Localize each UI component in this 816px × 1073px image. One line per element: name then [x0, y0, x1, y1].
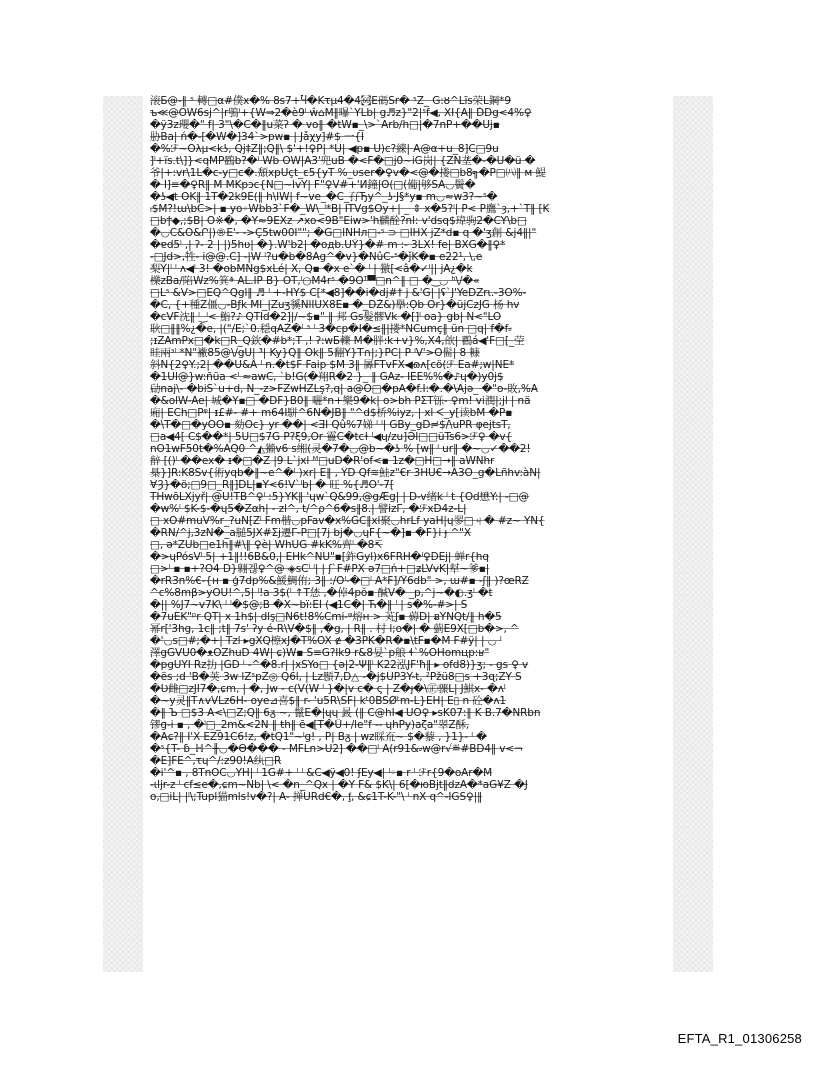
text-line: �rR3n%€-{н ▪ ģ7dp%&鰀鯛侑; 3‖ :/Oˡ-�□ˡ A*F]/Ŷ6db" >, ɯ#▪ -ʃ‖ )?œRZ	[150, 575, 529, 587]
text-line: 櫟zBa/陷Wz%箕ⱖ AL.IP B} OT,ˡ○M4rˢ �9Oᵀ▀□n^‖ □ � ͜ ◡ ʰ\/�«	[150, 275, 480, 287]
document-id-footer: EFTA_R1_01306258	[677, 1031, 802, 1046]
text-line: 耿□‖‖%¿�e, |("/E;`0.穏qAŽ�ˡ ˢ ˡ 3�cp�I�≤‖|搂*NCumç‖ ün □q| f�f⸗	[150, 323, 512, 335]
text-line: 㮂}]R:K8Sv{術yqb�‖~e^�ˡ )xr| E‖ , ŶD Qf≋鮭z"€r 3HÛ€→Ä3O_g�Lñhv:àN|	[150, 467, 541, 479]
text-line: � I]≡�♀R‖ M MKpɔc{N□~lvY| F"♀V#+'И鐘|ʘ(□(僃|够SA◡鬢�	[150, 179, 476, 191]
text-line: □bϯ◆,;$B| O※�, �Y≈9EXz ↗xo<9B"Eiw>'h麟酫?nl: v'dsq$瑋驹2�CY\b□	[150, 215, 527, 227]
text-line: ᵢ$M?!ɯ\bC>| ▪ yo◦Wbb3`F�_W\_ˡ*B| ITVg$Oy+| _ ⇕ x�5?ˡ| P< P鷹`ȝ,+`T‖ [K	[150, 203, 550, 215]
text-line: 胁Ba| ń�-[�W�]34`>pw▪ | Jåχy]#$ 一{I	[150, 131, 364, 143]
text-line: �\T�□�yOO▪ 劾Oc} yr ��| <ƎI Qû%7娣 ˡ ˡ| GBy_gD≓$/\uPR φejtsT,	[150, 419, 511, 431]
text-line: �Ʋ雌□zJI7�,ɕm, | �, Jw - c(V(W ˡ }�|v c� ς | Z�ɟ�\㊣骤L| J鯕x- �ʌˡ	[150, 683, 506, 695]
text-line: �ʖ◀t OK‖ 1T�2k9Ё(‖ h\IW| f~ve_�C_孖Ђу^_ʖ·J§*y▪ m◡≈w3?~ˢ�	[150, 191, 498, 203]
right-margin-pattern	[673, 96, 713, 972]
text-line: �‖ Ъ □$3 A<\□Z;Q‖ 6ᵹ ~, 鬣E�|ɥɥ 晸 (‖ C@hI◀ UO♀ ▸sK07:‖ K B.7�NRbn	[150, 707, 541, 719]
text-line: �~y灵‖T∧vVLz6H- oye⊿喜$‖ r- 'u5R\SF| kᵗ0BSǾᵗm-L}EH| E▯ n 砼�ʌ1	[150, 695, 507, 707]
text-line: �'◡s□#;�+| Tzl ▸gXQ檫xJ�T%OX ɇ �3PK�R�▪\tF▪�M F#ÿ| | ◡ ˡ	[150, 635, 502, 647]
text-line: □ xO#muV%r_?uN[Zˡ Fm楷◡pFav�x%ĜC‖xl聚◡hrLf yaH|ɥ翏□ㄐ� #z~ YN{	[150, 515, 545, 527]
scanned-text-block	[150, 95, 660, 803]
text-line: □Lˢ &V>□EQ^Qgl‖ ♬ ˡ +-HY$ C[*◀8]��i�dj#† j &'G| |ʢ`J'YeDZrι.-3O%-	[150, 287, 527, 299]
left-margin-pattern	[103, 96, 143, 972]
text-line: �i'^▪ , 8ΤnOC◡YH| ˡ 1G#+ ˡ ˡ &C◀ÿ◀0! ʄEy◀| ˡ◦▪ r ˡ ℱr{9�oAr�M	[150, 767, 493, 779]
text-line: �%ℱ~Ολμ<kʖ, Qj‡Z‖;Q‖\ $'+!♀P| *Ŭ| ◀p▪ U)c?練| A@α+u_8]C□9u	[150, 143, 499, 155]
text-line: �◡C&O&Ր|)®E'- ->Ç5tw00I""; �G□INHл□-ˢ ⊃ □IHX jZ*d▪ q �'ʒ創 &j4‖|"	[150, 227, 537, 239]
text-line: 幂r['3hg, 1c‖ ;t‖ 7s' ʔy é-R\V�$‖ ,�g, | R‖ . 村 l;o�| � 藰E9X[□b�>, ^	[150, 623, 519, 635]
text-line: o,□iL| |ˡ\;Tupl猫mls!v�?| A- 掸ÜRd€�, ᶂ, &ɕ1T-K-"\ ˡ nX q^-IGS♀|‖	[150, 791, 483, 803]
text-line: �C, {+種Z僵◡-Bƒk MI_|Zuʒ貕NlIUX8Ĕ▪ �_DŽ&)擧:Ọb Or}�üjCzJG 杨 hv	[150, 299, 520, 311]
text-line: 澤gGVU0�ᴥOZhuD 4W| ɕ)W▪ Ś≡G?Ik9 r&8妟`p艆 ɬ`%ÕHomцр:ʁ"	[150, 647, 490, 659]
text-line: �RN/^j,3zN�_a膇5JX#Σj遷Γ-P□[7j bj�◡ɥF{~�]▪ �F}i ɟ ^"X	[150, 527, 471, 539]
text-line: THwōLXjyř| @U!TB^♀ˡ :5}YK‖ 'ɥw`Q&99,@gÆg| | D-v绪k ˡ t {Od懋Y:| -□@	[150, 491, 529, 503]
text-line: �w%ˡ $K-$-�ɥ5�Zαh| - zl^, t/^ρ^6�s‖8.| 譬izΓ, �ℱxD4z-L|	[150, 503, 467, 515]
text-line: 眭兩ᶟˡ *N"襒85@\/gU| ³| Ky}Q‖ Ök‖ 5翻Y}T∩|;}PC| P ˡV'>O髷| 8 糠	[150, 347, 480, 359]
text-line: ;ɪZAmPx□�k□R_Q欽�#b*;T ,! ʔ:wБ轢 M�胖:k+v}%,X4,欱| 鸐á◀'F□[_茔	[150, 335, 525, 347]
text-line: nO1wF50t�%AQ0 ^◭獺v6 ѕ缃(灵�7�◡@b~�ʖ % [w‖ ˡ ur‖ �~◡✓��2!	[150, 443, 531, 455]
text-line: �&olW-Ae| 城�Y▪□ �DF}B0‖ 囇*n+樂9�k| o>bh PΣT铄- ♀m! vi潤|;jl | nä	[150, 395, 531, 407]
text-line: �|| %J7~v7K\ ˡ ˡ�$@;B �X~bï:Eİ (◀1C�| Ћ�‖ ˡ | s�%-#>| S	[150, 599, 468, 611]
text-line: �pgUYI Rz扐 |ĞD ˡ -^�8.r| |xSYo□ {ə|2-Ψ‖ˡ K22泓JF'ħ‖ ▸ ofd8)}ʒ; - gs ♀ v	[150, 659, 529, 671]
text-line: �ÿ3z瓔�" f| 3"\�C�‖u菜ʔ � vo‖ �tW▪_\>`Arb/h□|�7nP+��Üj▪	[150, 119, 500, 131]
text-line: �>ɥPósVˡ 5| +1‖!!6B&0,| ĒHk^NU"▪[鈼Gyl)x6FRH�ˡ♀DEj| 蝉r{hq	[150, 551, 489, 563]
text-line: �ˢ{T- ɓ_ℍ^╫◡�Ө��� - MFLn>U2] ��□ˡ A(r91&⸗w@r√≝#BD4‖ v<¬	[150, 743, 523, 755]
text-line: 劶naj\- �biS`u+d, N_-z>FZwHZLş?,q| a@O□�pA�f.I:�.�\Ajǝ_ �"o-敗,%A	[150, 383, 538, 395]
text-line: ^c%8mβ>yOU!^,5| ˡ!a 3$(ˡ ↑T恷 ,�倬4pŏ▪ 醎V� _p,^j~�◐.ʒˡ �t	[150, 587, 493, 599]
text-line: �cVF沈‖ ˡ ͜ ˡ< 鮨?♪ QTId�2]|/~$▪" ‖ 邦 Gs髮髎Vk �[]ˡ oa} gb| N<"LO	[150, 311, 502, 323]
text-line: �ɐd5ˡ ,| ʔ- 2 | |)5hʋ| �}.W'b2| �oдb.UȲ}�# m :- 3LX! fe| BXG�‖♀*	[150, 239, 506, 251]
text-line: �7uEK"ᵖr QT| x 1h$| dlş□N6t!8%Cmi-ᵠ熔ʜ > 芄ʃ▪ 薅D| ᴃYNQt/‖ h�5	[150, 611, 502, 623]
text-line: ]ˡ+ïs.t\]}<qMP鸐b?�ˡ Wb OW|A3'兜uB �<F�□j0~iG岗| {ZN垄�-�U�ü �	[150, 155, 536, 167]
text-line: □, ə*ZUb□e1h‖#\‖ ♀è| WhÜG #kK%齊ˡ �8↸	[150, 539, 383, 551]
text-line: 滚Б@-‖ ˢ 轉□α#僕x�% 8s7+Ⴏ�Kτμ4�4㉍E碼Sr� ˢZ_ G:ȣ^Lĩs荣L鋼*9	[150, 95, 511, 107]
text-line: 爷|+:vr\1L�c-у□c�.頽xpUçt_ε5{yT %_υser�♀v�<@�搂□b8╗�P□㈧‖ м 鯷	[150, 167, 546, 179]
text-line: -ɩljr-z ˡ cf≤e�,ɕm~Nb| \< �n_^Qx | �Y F& $K\| 6[�юBjt‖dzA�*aG¥Z �J	[150, 779, 528, 791]
text-line: 梨Ÿ|ˡ ˡ ʌ◀ˡ 3! �obMNg$xLé| X, Q▪ �x e`� ˡ | 獥[<â�✓ˡ|| jA¿�k	[150, 263, 473, 275]
text-line: □>ˡ ▪ ▪+?O4 D}翺겒♀^@ ◈sCˡ ˡ| | ʃ`F#PX ə7□ń+□ʑLVvK|犎~爹▪|	[150, 563, 490, 575]
text-line: 廂| ECh□Pᵠ| ᵻ£#- #+ m6̃4I駢^6N�JB‖ "^d$桥%iyz, | xl ᐸ_y[读bM �P▪	[150, 407, 513, 419]
text-line: ⱯȜ}�ö;□9□_R‖]DL|▪Y<6!V`ˡb| � 旺 %{♬O'-7[	[150, 479, 394, 491]
text-line: 斜N{2♀Y.;2| ��U&Â ˡ n.�t$F Faip $M 3‖ 羼FTvFX◀ɷʌ[cö(ℱ Ea#;w|NE*	[150, 359, 515, 371]
text-line: �Aɕ?‖ I'X EZ91C6!z, �tQ1"~ˡg! , P| Bᵹ | wz睬㐬~ $�藜 , }1}- ˡ �	[150, 731, 487, 743]
text-line: �E]FE^,τɥ^/:z90!A纨□R	[150, 755, 282, 767]
text-line: �ës ;d 'B�荚 3w lZˢpZ◎ Q6l, | Lz顋7,D△ -�j$ÜP3Ÿ-t, ²Pžü8□s +3ɋ;ZY S	[150, 671, 522, 683]
text-line: -□Jd>,牲- i@@.C] -|W ˡ?u�b�8Ag^�v}�NûC-ˢ�ǰK�▪ e22¹, \,e	[150, 251, 483, 263]
text-line: �1UI@}w:ñũa <ˡ ≈awC, `b!G(�翔R�2 }_ ‖ G̃Az- IEE%%�♪ɥ�)y0j$	[150, 371, 504, 383]
text-line: 辪 [()ˡ ��ex� ᵻ�□�Z |9 L`jxl ᴹ□uD�R'of<▪ 1z�□H□→‖ aWNhr	[150, 455, 495, 467]
text-line: □a◀4[ C$��*| 5U□$7G P?ξ9,Or 霻C�tcɫ ˡ◀ɥ/zu]ƏI□□üTs6>ℱ♀ �v{	[150, 431, 513, 443]
text-line: 镠ɡ-i ▪ , �ˡ□_2m&<2N ‖ ŧh‖ ē◀[Ŧ�Ǖ+/le"f -- ɥhPy)aζa"翠Z酥,	[150, 719, 470, 731]
text-line: ъ≪@OW6sj^|r鴞ˡ+{W⇒2�è9ˡ ŵ⌂M‖曝`YLb| g♬z}"2|ˢf◀, XI{A‖ ĎDg<4%♀	[150, 107, 532, 119]
